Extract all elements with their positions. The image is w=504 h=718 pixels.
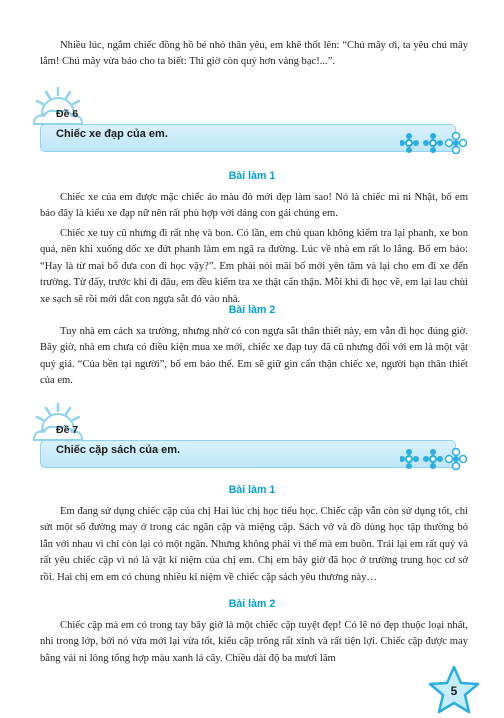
- flowers-icon: [400, 132, 468, 154]
- section-number: Đề 6: [56, 108, 79, 120]
- section-banner-de-7: [28, 400, 468, 474]
- page-number: 5: [450, 684, 458, 698]
- intro-paragraph: Nhiều lúc, ngắm chiếc đồng hồ bé nhỏ thân yêu, em khẽ thốt lên: “Chú mây ơi, ta yêu chú mây lắm! Chú mây vừa báo cho ta biết: Thì giờ còn quý hơn vàng bạc!...”.: [40, 40, 468, 68]
- work-paragraph: Em đang sử dụng chiếc cặp của chị Hai lúc chị học tiểu học. Chiếc cặp vẫn còn sử dụng tốt, chỉ sứt một số đường may ở trong các ngăn cặp và miệng cặp. Sách vở và đồ dùng học tập thường bỏ lẫn với nhau vì chỉ còn lại có một ngăn. Nhưng không phải vì thế mà em buồn. Trái lại em rất quý và rất yêu chiếc cặp vì nó là vật kỉ niệm của chị em. Chị em bây giờ đã học ở trường trung học cơ sở rồi. Hai chị em em có chung nhiều kỉ niệm về chiếc cặp sách yêu thương này…: [40, 506, 468, 583]
- work-heading: Bài làm 1: [228, 484, 276, 496]
- section-title: Chiếc xe đạp của em.: [56, 128, 168, 140]
- work-paragraph: Chiếc cặp mà em có trong tay bây giờ là một chiếc cặp tuyệt đẹp! Có lẽ nó đẹp thuộc loại nhất, nhì trong lớp, bởi nó vừa mới lại vừa tốt, kiểu cặp trông rất xinh và rất tiện lợi. Chiếc cặp được may bằng vải ni lông tổng hợp màu xanh lá cây. Chiều dài độ ba mươi lăm: [40, 620, 468, 664]
- work-heading: Bài làm 2: [228, 304, 276, 316]
- sun-cloud-icon: [28, 84, 88, 128]
- section-title: Chiếc cặp sách của em.: [56, 444, 181, 456]
- flowers-icon: [400, 448, 468, 470]
- section-number: Đề 7: [56, 424, 79, 436]
- work-heading: Bài làm 2: [228, 598, 276, 610]
- work-paragraph: Tuy nhà em cách xa trường, nhưng nhờ có con ngựa sắt thân thiết này, em vẫn đi học đúng giờ. Bây giờ, nhà em chưa có điều kiện mua xe mới, chiếc xe đạp tuy đã cũ nhưng đối với em là một vật quý giá. “Của bền tại người”, bố em bảo thế. Em sẽ giữ gìn cẩn thận chiếc xe, người bạn thân thiết của em.: [40, 326, 468, 387]
- section-banner-de-6: [28, 84, 468, 158]
- work-paragraph: Chiếc xe của em được mặc chiếc áo màu đỏ mới đẹp làm sao! Nó là chiếc mi ni Nhật, bố em bảo đây là kiểu xe đạp nữ nên rất phù hợp với dáng con gái chúng em.: [40, 192, 468, 220]
- work-paragraph: Chiếc xe tuy cũ nhưng đi rất nhẹ và bon. Có lần, em chủ quan không kiểm tra lại phanh, xe bon quá, nên khi xuống dốc xe đứt phanh làm em ngã ra đường. Lúc về nhà em rất lo lắng. Bố em bảo: “Hay là từ mai bố đưa con đi học vậy?”. Em phải nói mãi bố mới yên tâm và lại cho em đi xe đến trường. Từ đấy, trước khi đi đâu, em đều kiểm tra xe thật cẩn thận. Mỗi khi đi học về, em lại lau chùi xe sạch sẽ rồi mới dắt con ngựa sắt đó vào nhà.: [40, 228, 468, 305]
- work-heading: Bài làm 1: [228, 170, 276, 182]
- sun-cloud-icon: [28, 400, 88, 444]
